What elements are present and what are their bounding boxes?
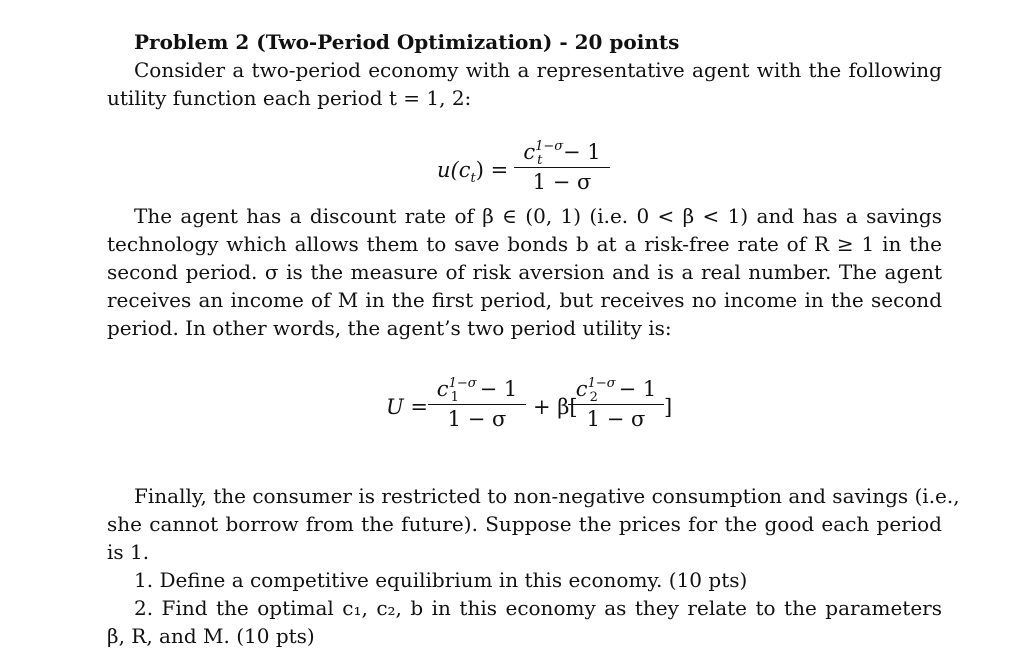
paragraph2-line-5: period. In other words, the agent’s two period utility is: [107, 316, 672, 340]
period2-numerator: $c^{1-\sigma}_2 - 1$ [568, 377, 664, 405]
question-1: 1. Define a competitive equilibrium in this economy. (10 pts) [134, 568, 748, 592]
utility-equation-fraction [514, 140, 610, 194]
total-utility-lhs: U = [386, 395, 428, 419]
beta-bracket-open: + β[ [533, 395, 578, 419]
question-2-line-2: β, R, and M. (10 pts) [107, 624, 315, 648]
period1-numerator: $c^{1-\sigma}_1 - 1$ [428, 377, 526, 405]
period1-fraction [428, 377, 526, 431]
utility-equation-lhs: $u(c_t)$ = [437, 158, 509, 186]
paragraph3-line-3: is 1. [107, 540, 150, 564]
question-2-line-1: 2. Find the optimal c₁, c₂, b in this economy as they relate to the parameters [134, 596, 942, 620]
paragraph3-line-2: she cannot borrow from the future). Suppose the prices for the good each period [107, 512, 942, 536]
paragraph2-line-3: second period. σ is the measure of risk aversion and is a real number. The agent [107, 260, 942, 284]
paragraph2-line-2: technology which allows them to save bonds b at a risk-free rate of R ≥ 1 in the [107, 232, 942, 256]
intro-line-2: utility function each period t = 1, 2: [107, 86, 472, 110]
period2-denominator: 1 − σ [586, 407, 646, 431]
utility-denominator: 1 − σ [532, 170, 592, 194]
paragraph2-line-1: The agent has a discount rate of β ∈ (0, 1) (i.e. 0 < β < 1) and has a savings [134, 204, 942, 228]
paragraph2-line-4: receives an income of M in the first period, but receives no income in the second [107, 288, 942, 312]
period1-denominator: 1 − σ [447, 407, 507, 431]
paragraph3-line-1: Finally, the consumer is restricted to non-negative consumption and savings (i.e., [134, 484, 960, 508]
utility-numerator: $c^{1-\sigma}_t - 1$ [514, 140, 610, 168]
beta-bracket-close: ] [664, 395, 673, 419]
period2-fraction [568, 377, 664, 431]
intro-line-1: Consider a two-period economy with a representative agent with the following [134, 58, 942, 82]
problem-title: Problem 2 (Two-Period Optimization) - 20 points [134, 30, 680, 54]
